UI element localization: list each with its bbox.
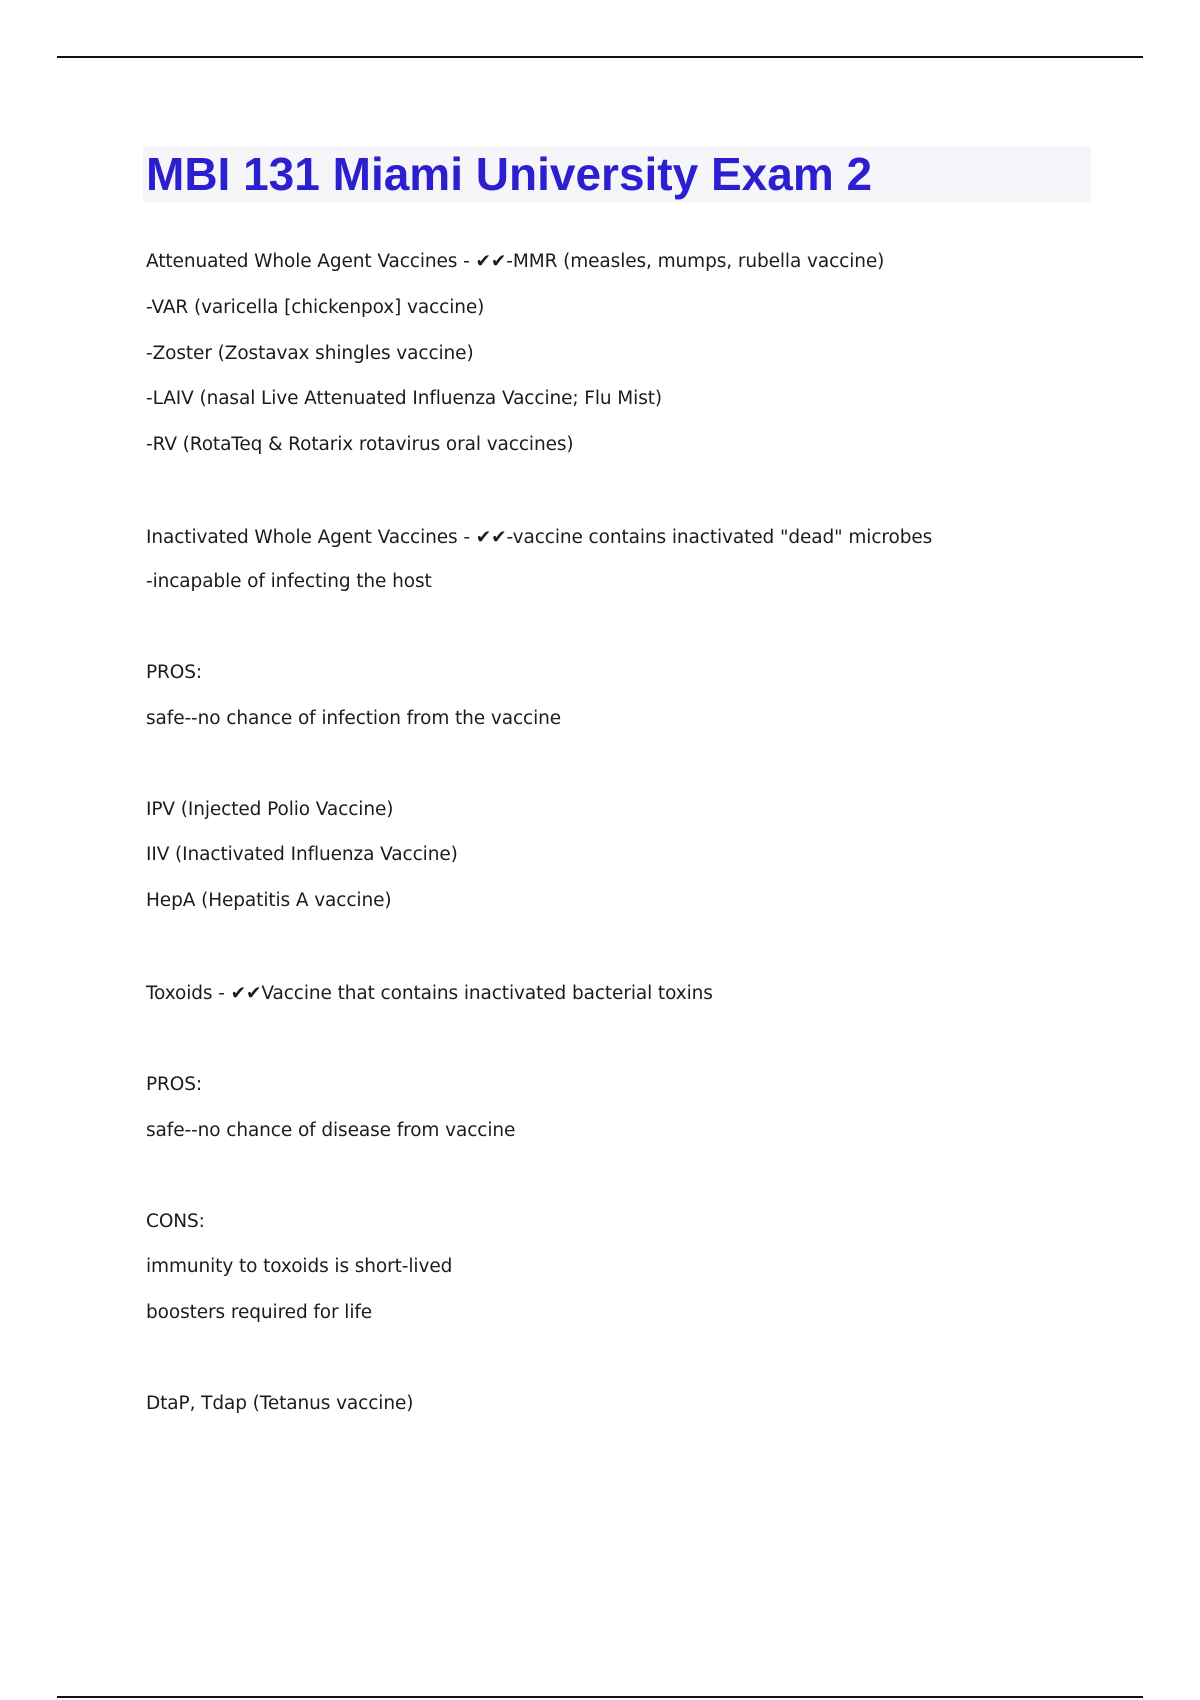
pros-heading-1: PROS: [146, 662, 203, 683]
toxoids-line: Toxoids - ✔✔Vaccine that contains inactivated bacterial toxins [146, 983, 713, 1004]
inactivated-vaccines-line: Inactivated Whole Agent Vaccines - ✔✔-vaccine contains inactivated "dead" microbes [146, 527, 933, 548]
incapable-infecting-line: -incapable of infecting the host [146, 571, 432, 592]
attenuated-vaccines-line: Attenuated Whole Agent Vaccines - ✔✔-MMR (measles, mumps, rubella vaccine) [146, 251, 885, 272]
top-rule [57, 56, 1143, 58]
pros-safe-infection-line: safe--no chance of infection from the vaccine [146, 708, 562, 729]
cons-boosters-line: boosters required for life [146, 1302, 373, 1323]
hepa-vaccine-line: HepA (Hepatitis A vaccine) [146, 890, 392, 911]
cons-heading: CONS: [146, 1211, 205, 1232]
pros-safe-disease-line: safe--no chance of disease from vaccine [146, 1120, 516, 1141]
ipv-vaccine-line: IPV (Injected Polio Vaccine) [146, 799, 394, 820]
cons-short-lived-line: immunity to toxoids is short-lived [146, 1256, 453, 1277]
pros-heading-2: PROS: [146, 1074, 203, 1095]
rv-vaccine-line: -RV (RotaTeq & Rotarix rotavirus oral vaccines) [146, 434, 574, 455]
document-title: MBI 131 Miami University Exam 2 [146, 148, 873, 200]
var-vaccine-line: -VAR (varicella [chickenpox] vaccine) [146, 297, 485, 318]
iiv-vaccine-line: IIV (Inactivated Influenza Vaccine) [146, 844, 458, 865]
zoster-vaccine-line: -Zoster (Zostavax shingles vaccine) [146, 343, 474, 364]
laiv-vaccine-line: -LAIV (nasal Live Attenuated Influenza Vaccine; Flu Mist) [146, 388, 663, 409]
dtap-tdap-line: DtaP, Tdap (Tetanus vaccine) [146, 1393, 414, 1414]
bottom-rule [57, 1696, 1143, 1698]
